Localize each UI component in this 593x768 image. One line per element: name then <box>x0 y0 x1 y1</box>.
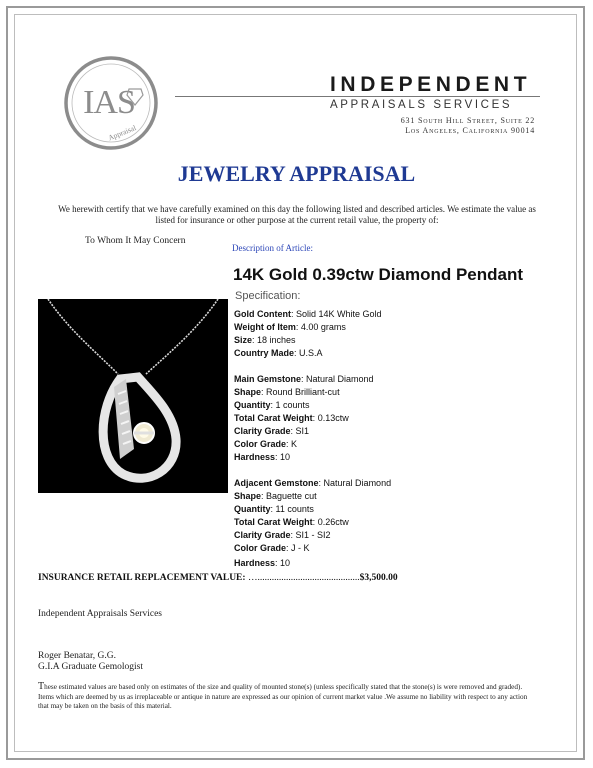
spec-label: Quantity <box>234 400 271 410</box>
spec-value: SI1 - SI2 <box>295 530 331 540</box>
spec-value: Solid 14K White Gold <box>296 309 382 319</box>
pendant-photo <box>38 299 228 493</box>
spec-row: Shape: Round Brilliant-cut <box>234 387 340 397</box>
item-title: 14K Gold 0.39ctw Diamond Pendant <box>233 265 524 284</box>
spec-value: 10 <box>280 452 291 462</box>
spec-row: Country Made: U.S.A <box>234 348 323 358</box>
certification-text: We herewith certify that we have carefully examined on this day the following listed and described articles. We estimate the value as listed for insurance or other purpose at the current retail value, the property of: <box>58 204 536 225</box>
spec-label: Color Grade <box>234 439 287 449</box>
insurance-label: INSURANCE RETAIL REPLACEMENT VALUE: <box>38 573 246 583</box>
spec-value: 0.13ctw <box>317 413 349 423</box>
spec-value: SI1 <box>295 426 310 436</box>
spec-label: Shape <box>234 491 262 501</box>
spec-label: Country Made <box>234 348 295 358</box>
specifications <box>234 308 534 555</box>
spec-row: Shape: Baguette cut <box>234 491 317 501</box>
spec-label: Adjacent Gemstone <box>234 478 319 488</box>
spec-row: Adjacent Gemstone: Natural Diamond <box>234 478 392 488</box>
insurance-value: $3,500.00 <box>359 573 398 583</box>
spec-row: Hardness: 10 <box>234 558 291 568</box>
spec-row: Size: 18 inches <box>234 335 296 345</box>
ias-logo <box>63 55 159 151</box>
company-subtitle: APPRAISALS SERVICES <box>330 99 513 111</box>
spec-row: Gold Content: Solid 14K White Gold <box>234 309 382 319</box>
spec-row: Clarity Grade: SI1 <box>234 426 310 436</box>
spec-row: Quantity: 11 counts <box>234 504 314 514</box>
spec-value: Natural Diamond <box>323 478 392 488</box>
specification-label: Specification: <box>235 290 301 302</box>
insurance-dots: …........................................... <box>247 573 360 583</box>
spec-label: Gold Content <box>234 309 291 319</box>
spec-label: Total Carat Weight <box>234 413 313 423</box>
insurance-value-line <box>38 573 398 583</box>
spec-value: Round Brilliant-cut <box>266 387 340 397</box>
spec-value: J - K <box>291 543 310 553</box>
spec-label: Hardness <box>234 558 276 568</box>
logo-text: IAS <box>83 84 135 121</box>
spec-label: Size <box>234 335 253 345</box>
spec-label: Shape <box>234 387 262 397</box>
spec-row: Total Carat Weight: 0.26ctw <box>234 517 349 527</box>
spec-value: 18 inches <box>257 335 296 345</box>
spec-value: U.S.A <box>299 348 323 358</box>
spec-label: Main Gemstone <box>234 374 302 384</box>
spec-row: Quantity: 1 counts <box>234 400 310 410</box>
spec-value: K <box>291 439 298 449</box>
spec-value: 1 counts <box>275 400 310 410</box>
spec-label: Weight of Item <box>234 322 296 332</box>
disclaimer: These estimated values are based only on estimates of the size and quality of mounted stone(s) (unless specifically stated that the stone(s) is were removed and graded). Items which are deemed by us as irreplaceable or antique in nature are expressed as our opinion of current market value .We assume no liability with respect to any action that may be taken on the basis of this material. <box>38 681 528 711</box>
spec-row: Total Carat Weight: 0.13ctw <box>234 413 349 423</box>
spec-row: Main Gemstone: Natural Diamond <box>234 374 374 384</box>
spec-value: 10 <box>280 558 291 568</box>
document-title: JEWELRY APPRAISAL <box>177 161 416 186</box>
spec-label: Clarity Grade <box>234 426 291 436</box>
spec-row: Clarity Grade: SI1 - SI2 <box>234 530 331 540</box>
description-label: Description of Article: <box>232 243 313 253</box>
spec-value: 4.00 grams <box>300 322 346 332</box>
company-name: INDEPENDENT <box>330 73 532 96</box>
spec-value: 11 counts <box>275 504 314 514</box>
spec-value: Natural Diamond <box>306 374 374 384</box>
spec-label: Clarity Grade <box>234 530 291 540</box>
spec-value: 0.26ctw <box>317 517 349 527</box>
signer-title: G.I.A Graduate Gemologist <box>38 662 144 672</box>
recipient: To Whom It May Concern <box>85 236 186 246</box>
spec-value: Baguette cut <box>266 491 317 501</box>
spec-label: Hardness <box>234 452 276 462</box>
spec-row: Weight of Item: 4.00 grams <box>234 322 346 332</box>
signer-name: Roger Benatar, G.G. <box>38 651 116 661</box>
company-address-line1: 631 South Hill Street, Suite 22 <box>400 116 535 125</box>
spec-label: Total Carat Weight <box>234 517 313 527</box>
company-address-line2: Los Angeles, California 90014 <box>405 126 535 135</box>
spec-label: Color Grade <box>234 543 287 553</box>
spec-row: Hardness: 10 <box>234 452 291 462</box>
logo-subtext: Appraisal <box>106 123 138 143</box>
spec-label: Quantity <box>234 504 271 514</box>
spec-row: Color Grade: K <box>234 439 298 449</box>
header-divider <box>175 96 540 97</box>
spec-row: Color Grade: J - K <box>234 543 310 553</box>
service-name: Independent Appraisals Services <box>38 609 162 619</box>
